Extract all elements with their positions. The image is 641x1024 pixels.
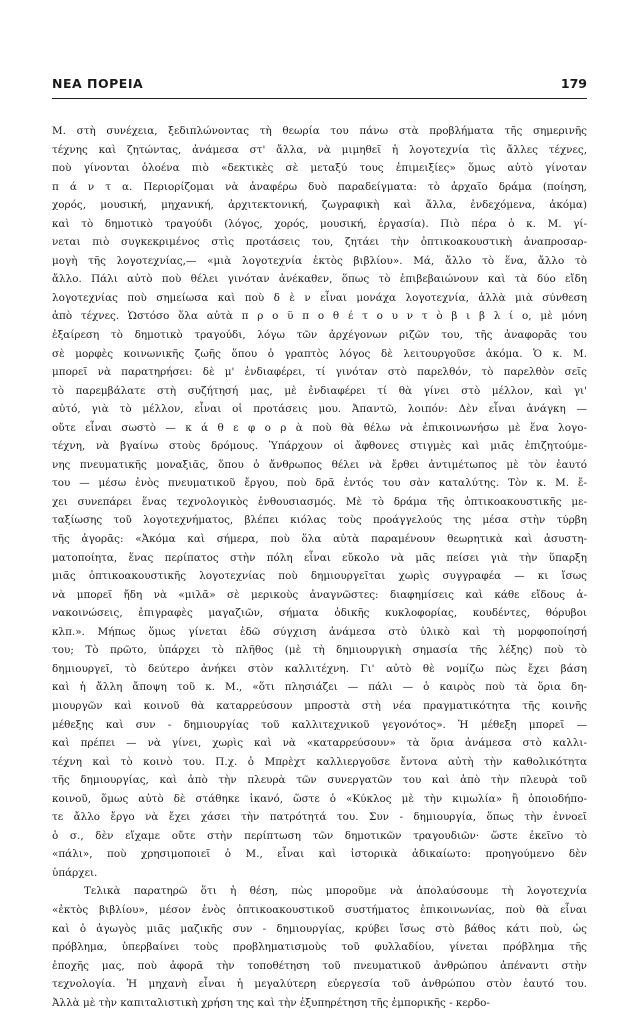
- text-line: μπορεῖ νὰ παρατηρήσει: δὲ μ' ἐνδιαφέρει, τί γινόταν στὸ παρελθόν, τὸ παρελθὸν σεῖς: [52, 366, 587, 379]
- text-line: καὶ πρέπει — νὰ γίνει, χωρὶς καὶ νὰ «καταρρεύσουν» τὰ ὅρια ἀνάμεσα στὸ καλλι-: [52, 737, 587, 750]
- header-rule: [52, 98, 587, 99]
- text-line: τε ἄλλο ἔργο νὰ ἔχει χάσει τὴν πατρότητά του. Συν - δημιουργία, ὅπως τὴν ἐννοεῖ: [52, 811, 587, 824]
- text-line: ὑπάρχει.: [52, 866, 98, 879]
- page-number: 179: [560, 76, 587, 91]
- text-line: καὶ ὁ ἀγωγὸς μιᾶς μαζικῆς συν - δημιουργίας, κρύβει ἴσως στὸ βάθος κάτι ποὺ, ὡς: [52, 922, 587, 935]
- text-line: ταξίωσης τοῦ λογοτεχνήματος, βλέπει κιόλας τοὺς προάγγελούς της μέσα στὴν τύρβη: [52, 514, 587, 527]
- text-line: πρόβλημα, ὑπερβαίνει τοὺς προβληματισμοὺς τοῦ φυλλαδίου, γίνεται πρόβλημα τῆς: [52, 941, 587, 954]
- text-line: του; Τὸ πρῶτο, ὑπάρχει τὸ πλῆθος (μὲ τὴ δημιουργικὴ σημασία τῆς λέξης) ποὺ τὸ: [52, 644, 587, 657]
- text-line: χορός, μουσική, μηχανική, ἀρχιτεκτονική, ζωγραφικὴ καὶ ἄλλα, ἐνδεχόμενα, ἀκόμα): [52, 199, 587, 212]
- text-line: ὁ σ., δὲν εἴχαμε οὔτε στὴν περίπτωση τῶν δημοτικῶν τραγουδιῶν· ὥστε ἐκεῖνο τὸ: [52, 829, 587, 842]
- text-line: ἄλλο. Πάλι αὐτὸ ποὺ θέλει γινόταν ἀνέκαθεν, ὅπως τὸ ἐπιβεβαιώνουν καὶ τὰ δύο εἴδη: [52, 273, 587, 286]
- text-line: νης πνευματικῆς μοναξιᾶς, ὅπου ὁ ἄνθρωπος θέλει νὰ ἔρθει ἀντιμέτωπος μὲ τὸν ἑαυτό: [52, 458, 587, 471]
- text-line: τὸ παρεμβάλατε στὴ συζήτησή μας, μὲ ἐνδιαφέρει τί θὰ γίνει στὸ μέλλον, καὶ γι': [52, 384, 587, 397]
- text-line: τέχνης καὶ ζητώντας, ἀνάμεσα στ' ἄλλα, νὰ μιμηθεῖ ἡ λογοτεχνία τὶς ἄλλες τέχνες,: [52, 143, 587, 156]
- text-line: «ἐκτὸς βιβλίου», μέσον ἑνὸς ὀπτικοακουστικοῦ συστήματος ἐπικοινωνίας, ποὺ θὰ εἶναι: [52, 903, 587, 916]
- text-line: τέχνη, νὰ βγαίνω στοὺς δρόμους. Ὑπάρχουν οἱ ἄφθονες στιγμὲς καὶ μιᾶς ἐπιζητούμε-: [52, 440, 587, 453]
- text-line: π ά ν τ α. Περιορίζομαι νὰ ἀναφέρω δυὸ παραδείγματα: τὸ ἀρχαῖο δράμα (ποίηση,: [52, 180, 587, 193]
- text-line: ποὺ γίνονται ὁλοένα πιὸ «δεκτικὲς σὲ μεταξύ τους ἐπιμειξίες» ὅμως αὐτὸ γίνοταν: [52, 162, 587, 175]
- text-line: μιουργῶν καὶ κοινοῦ θὰ καταρρεύσουν μπροστὰ στὴ νέα πραγματικότητα τῆς κοινῆς: [52, 699, 587, 712]
- text-line: σὲ μορφὲς κοινωνικῆς ζωῆς ὅπου ὁ γραπτὸς λόγος δὲ λειτουργοῦσε ἀκόμα. Ὁ κ. Μ.: [52, 347, 587, 360]
- text-line: αὐτό, γιὰ τὸ μέλλον, εἶναι οἱ προτάσεις μου. Ἀπαντῶ, λοιπόν: Δὲν εἶναι ἀνάγκη —: [52, 403, 587, 416]
- text-line: νακοινώσεις, ἐπιγραφὲς μαγαζιῶν, σήματα ὁδικῆς κυκλοφορίας, κουδέντες, θόρυβοι: [52, 607, 587, 620]
- text-line: μογὴ τῆς λογοτεχνίας,— «μιὰ λογοτεχνία ἐκτὸς βιβλίου». Μά, ἄλλο τὸ ἕνα, ἄλλο τὸ: [52, 254, 587, 267]
- text-line: τῆς δημιουργίας, καὶ ἀπὸ τὴν πλευρὰ τῶν συνεργατῶν του καὶ ἀπὸ τὴν πλευρὰ τοῦ: [52, 774, 587, 787]
- text-line: τέχνη καὶ τὸ κοινὸ του. Π.χ. ὁ Μπρὲχτ καλλιεργοῦσε ἔντονα αὐτὴ τὴν καθολικότητα: [52, 755, 587, 768]
- text-line: ματοποίητα, ἕνας περίπατος στὴν πόλη εἶναι εὔκολο νὰ μᾶς πείσει γιὰ τὴν ὕπαρξη: [52, 551, 587, 564]
- text-line: κοινοῦ, ὅμως αὐτὸ δὲ στάθηκε ἱκανό, ὥστε ὁ «Κύκλος μὲ τὴν κιμωλία» ἢ ὁποιοδήπο-: [52, 792, 587, 805]
- text-line: ἐξαίρεση τὸ δημοτικὸ τραγούδι, λόγω τῶν ἀρχέγονων ριζῶν του, τῆς ἀναφορᾶς του: [52, 329, 587, 342]
- text-line: «πάλι», ποὺ χρησιμοποιεῖ ὁ Μ., εἶναι καὶ ἱστορικὰ ἀδικαίωτο: προηγούμενο δὲν: [52, 848, 587, 861]
- text-line: χει συνεπάρει ἕνας τεχνολογικὸς ἐνθουσιασμός. Μὲ τὸ δράμα τῆς ὀπτικοακουστικῆς με-: [52, 495, 587, 508]
- article-body: [52, 122, 587, 1012]
- text-line: ἐποχῆς μας, ποὺ ἀφορᾶ τὴν τοποθέτηση τοῦ πνευματικοῦ ἀνθρώπου ἀπέναντι στὴν: [52, 959, 587, 972]
- text-line: ἀπὸ τέχνες. Ὡστόσο ὅλα αὐτὰ π ρ ο ϋ π ο θ έ τ ο υ ν τ ὸ β ι β λ ί ο, μὲ μόνη: [52, 310, 587, 323]
- text-line: τῆς ἀγορᾶς: «Ἀκόμα καὶ σήμερα, ποὺ ὅλα αὐτὰ παραμένουν θεωρητικὰ καὶ ἀσυστη-: [52, 533, 587, 546]
- text-line: οὔτε εἶναι σωστὸ — κ ά θ ε φ ο ρ ὰ ποὺ θὰ θέλω νὰ ἐπικοινωνήσω μὲ ἕνα λογο-: [52, 421, 587, 434]
- text-line: Ἀλλὰ μὲ τὴν καπιταλιστικὴ χρήση της καὶ τὴν ἐξυπηρέτηση τῆς ἐμπορικῆς - κερδο-: [52, 996, 490, 1009]
- text-line: μέθεξης καὶ συν - δημιουργίας τοῦ καλλιτεχνικοῦ γεγονότος». Ἡ μέθεξη μπορεῖ —: [52, 718, 587, 731]
- text-line: νεται πιὸ συγκεκριμένος στὶς προτάσεις του, ζητάει τὴν ὀπτικοακουστικὴ ἀναπροσαρ-: [52, 236, 587, 249]
- text-line: τεχνολογία. Ἡ μηχανὴ εἶναι ἡ μεγαλύτερη εὐεργεσία τοῦ ἀνθρώπου στὸν ἑαυτό του.: [52, 978, 587, 991]
- text-line: κλπ.». Μήπως ὅμως γίνεται ἐδῶ σύγχιση ἀνάμεσα στὸ ὑλικὸ καὶ τὴ μορφοποίησή: [52, 625, 587, 638]
- text-line: καὶ ἡ ἄλλη ἄποψη τοῦ κ. Μ., «ὅτι πλησιάζει — πάλι — ὁ καιρὸς ποὺ τὰ ὅρια δη-: [52, 681, 587, 694]
- text-line: δημιουργεῖ, τὸ δεύτερο ἀνήκει στὸν καλλιτέχνη. Γι' αὐτὸ θὲ νομίζω πὼς ἔχει βάση: [52, 662, 587, 675]
- text-line: καὶ τὸ δημοτικὸ τραγούδι (λόγος, χορός, μουσική, ἐργασία). Πιὸ πέρα ὁ κ. Μ. γί-: [52, 217, 587, 230]
- text-line: Τελικὰ παρατηρῶ ὅτι ἡ θέση, πὼς μποροῦμε νὰ ἀπολαύσουμε τὴ λογοτεχνία: [84, 885, 587, 898]
- text-line: λογοτεχνίας ποὺ σημείωσα καὶ ποὺ δ ὲ ν εἶναι μονάχα λογοτεχνία, ἀλλὰ μιὰ σύνθεση: [52, 291, 587, 304]
- text-line: μιᾶς ὀπτικοακουστικῆς λογοτεχνίας ποὺ δημιουργεῖται χωρὶς συγγραφέα — κι ἴσως: [52, 570, 587, 583]
- text-line: νὰ μπορεῖ ἤδη νὰ «μιλᾶ» σὲ μερικοὺς ἀναγνῶστες: διαφημίσεις καὶ κάθε εἴδους ἀ-: [52, 588, 587, 601]
- running-header: [52, 76, 587, 92]
- journal-title: ΝΕΑ ΠΟΡΕΙΑ: [52, 76, 144, 91]
- text-line: του — μέσω ἑνὸς πνευματικοῦ ἔργου, ποὺ δρᾶ ἐντός του σὰν καταλύτης. Τὸν κ. Μ. ἔ-: [52, 477, 587, 490]
- text-line: Μ. στὴ συνέχεια, ξεδιπλώνοντας τὴ θεωρία του πάνω στὰ προβλήματα τῆς σημερινῆς: [52, 125, 587, 137]
